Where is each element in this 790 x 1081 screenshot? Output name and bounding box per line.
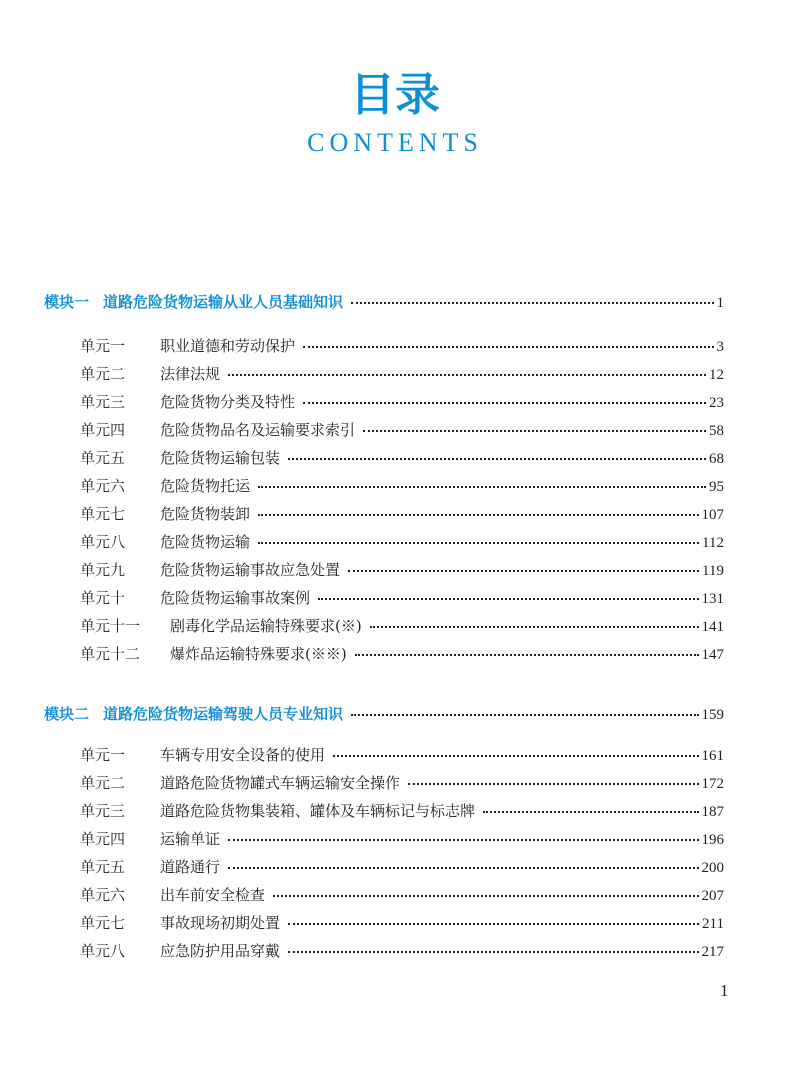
dot-leader bbox=[370, 625, 699, 628]
toc-unit[interactable] bbox=[80, 614, 724, 638]
dot-leader bbox=[303, 401, 706, 404]
dot-leader bbox=[228, 866, 698, 869]
toc-unit[interactable] bbox=[80, 642, 724, 666]
toc-unit[interactable] bbox=[80, 799, 724, 823]
toc-unit[interactable] bbox=[80, 558, 724, 582]
dot-leader bbox=[288, 922, 699, 925]
toc-unit[interactable] bbox=[80, 827, 724, 851]
dot-leader bbox=[288, 457, 706, 460]
dot-leader bbox=[228, 373, 706, 376]
module-label: 道路危险货物运输从业人员基础知识 bbox=[103, 293, 344, 311]
unit-label: 职业道德和劳动保护 bbox=[160, 337, 296, 355]
unit-label: 爆炸品运输特殊要求(※※) bbox=[170, 645, 347, 663]
toc-unit[interactable] bbox=[80, 855, 724, 879]
toc-unit[interactable] bbox=[80, 883, 724, 907]
unit-number: 单元四 bbox=[80, 830, 126, 848]
page-ref: 211 bbox=[702, 916, 724, 932]
unit-number: 单元五 bbox=[80, 449, 126, 467]
page-ref: 3 bbox=[716, 339, 724, 355]
toc-unit[interactable] bbox=[80, 530, 724, 554]
dot-leader bbox=[355, 653, 699, 656]
unit-label: 运输单证 bbox=[160, 830, 221, 848]
module-number: 模块二 bbox=[44, 705, 90, 723]
toc-unit[interactable] bbox=[80, 771, 724, 795]
unit-number: 单元六 bbox=[80, 477, 126, 495]
dot-leader bbox=[333, 754, 698, 757]
unit-number: 单元六 bbox=[80, 886, 126, 904]
page-ref: 187 bbox=[701, 804, 724, 820]
unit-number: 单元一 bbox=[80, 337, 126, 355]
page-ref: 58 bbox=[709, 423, 724, 439]
page-title: 目录 bbox=[349, 68, 440, 121]
page-ref: 172 bbox=[701, 776, 724, 792]
page-number: 1 bbox=[720, 981, 729, 1000]
page-ref: 23 bbox=[709, 395, 724, 411]
dot-leader bbox=[258, 541, 699, 544]
dot-leader bbox=[351, 713, 698, 716]
page-ref: 107 bbox=[701, 507, 724, 523]
toc-unit[interactable] bbox=[80, 743, 724, 767]
page-ref: 119 bbox=[702, 563, 724, 579]
unit-label: 危险货物品名及运输要求索引 bbox=[160, 421, 356, 439]
unit-number: 单元十 bbox=[80, 589, 126, 607]
dot-leader bbox=[258, 513, 698, 516]
unit-label: 危险货物分类及特性 bbox=[160, 393, 296, 411]
page-ref: 95 bbox=[709, 479, 724, 495]
unit-number: 单元八 bbox=[80, 533, 126, 551]
unit-number: 单元五 bbox=[80, 858, 126, 876]
unit-label: 法律法规 bbox=[160, 365, 221, 383]
toc-unit[interactable] bbox=[80, 586, 724, 610]
page-ref: 1 bbox=[716, 295, 724, 311]
unit-number: 单元九 bbox=[80, 561, 126, 579]
unit-number: 单元八 bbox=[80, 942, 126, 960]
dot-leader bbox=[363, 429, 706, 432]
unit-label: 危险货物运输 bbox=[160, 533, 251, 551]
unit-label: 危险货物运输包装 bbox=[160, 449, 281, 467]
unit-number: 单元四 bbox=[80, 421, 126, 439]
page-subtitle: CONTENTS bbox=[307, 128, 483, 157]
unit-label: 事故现场初期处置 bbox=[160, 914, 281, 932]
page-ref: 141 bbox=[701, 619, 724, 635]
unit-label: 危险货物运输事故应急处置 bbox=[160, 561, 341, 579]
unit-number: 单元二 bbox=[80, 774, 126, 792]
toc-module-2[interactable] bbox=[44, 702, 724, 726]
page-ref: 200 bbox=[701, 860, 724, 876]
page-ref: 147 bbox=[701, 647, 724, 663]
toc-unit[interactable] bbox=[80, 390, 724, 414]
dot-leader bbox=[228, 838, 698, 841]
toc-unit[interactable] bbox=[80, 502, 724, 526]
page-ref: 159 bbox=[701, 707, 724, 723]
toc-unit[interactable] bbox=[80, 362, 724, 386]
dot-leader bbox=[348, 569, 699, 572]
toc-unit[interactable] bbox=[80, 939, 724, 963]
unit-number: 单元七 bbox=[80, 914, 126, 932]
unit-label: 剧毒化学品运输特殊要求(※) bbox=[170, 617, 362, 635]
page-ref: 207 bbox=[701, 888, 724, 904]
dot-leader bbox=[408, 782, 698, 785]
dot-leader bbox=[258, 485, 706, 488]
unit-label: 应急防护用品穿戴 bbox=[160, 942, 281, 960]
toc-unit[interactable] bbox=[80, 911, 724, 935]
unit-label: 出车前安全检查 bbox=[160, 886, 266, 904]
toc-unit[interactable] bbox=[80, 446, 724, 470]
dot-leader bbox=[351, 301, 713, 304]
toc-unit[interactable] bbox=[80, 334, 724, 358]
module-number: 模块一 bbox=[44, 293, 90, 311]
dot-leader bbox=[273, 894, 698, 897]
unit-label: 道路危险货物集装箱、罐体及车辆标记与标志牌 bbox=[160, 802, 476, 820]
unit-label: 危险货物装卸 bbox=[160, 505, 251, 523]
page-ref: 112 bbox=[702, 535, 724, 551]
page-ref: 217 bbox=[701, 944, 724, 960]
page-ref: 161 bbox=[701, 748, 724, 764]
unit-number: 单元十二 bbox=[80, 645, 141, 663]
page-ref: 12 bbox=[709, 367, 724, 383]
page-ref: 131 bbox=[701, 591, 724, 607]
unit-number: 单元二 bbox=[80, 365, 126, 383]
unit-label: 道路通行 bbox=[160, 858, 221, 876]
dot-leader bbox=[318, 597, 698, 600]
toc-unit[interactable] bbox=[80, 474, 724, 498]
page-ref: 196 bbox=[701, 832, 724, 848]
unit-number: 单元七 bbox=[80, 505, 126, 523]
unit-label: 道路危险货物罐式车辆运输安全操作 bbox=[160, 774, 401, 792]
unit-label: 车辆专用安全设备的使用 bbox=[160, 746, 326, 764]
toc-module-1[interactable] bbox=[44, 290, 724, 314]
unit-number: 单元三 bbox=[80, 393, 126, 411]
page-ref: 68 bbox=[709, 451, 724, 467]
unit-label: 危险货物运输事故案例 bbox=[160, 589, 311, 607]
dot-leader bbox=[288, 950, 698, 953]
toc-unit[interactable] bbox=[80, 418, 724, 442]
unit-number: 单元十一 bbox=[80, 617, 141, 635]
dot-leader bbox=[483, 810, 698, 813]
module-label: 道路危险货物运输驾驶人员专业知识 bbox=[103, 705, 344, 723]
unit-number: 单元一 bbox=[80, 746, 126, 764]
unit-label: 危险货物托运 bbox=[160, 477, 251, 495]
unit-number: 单元三 bbox=[80, 802, 126, 820]
dot-leader bbox=[303, 345, 713, 348]
